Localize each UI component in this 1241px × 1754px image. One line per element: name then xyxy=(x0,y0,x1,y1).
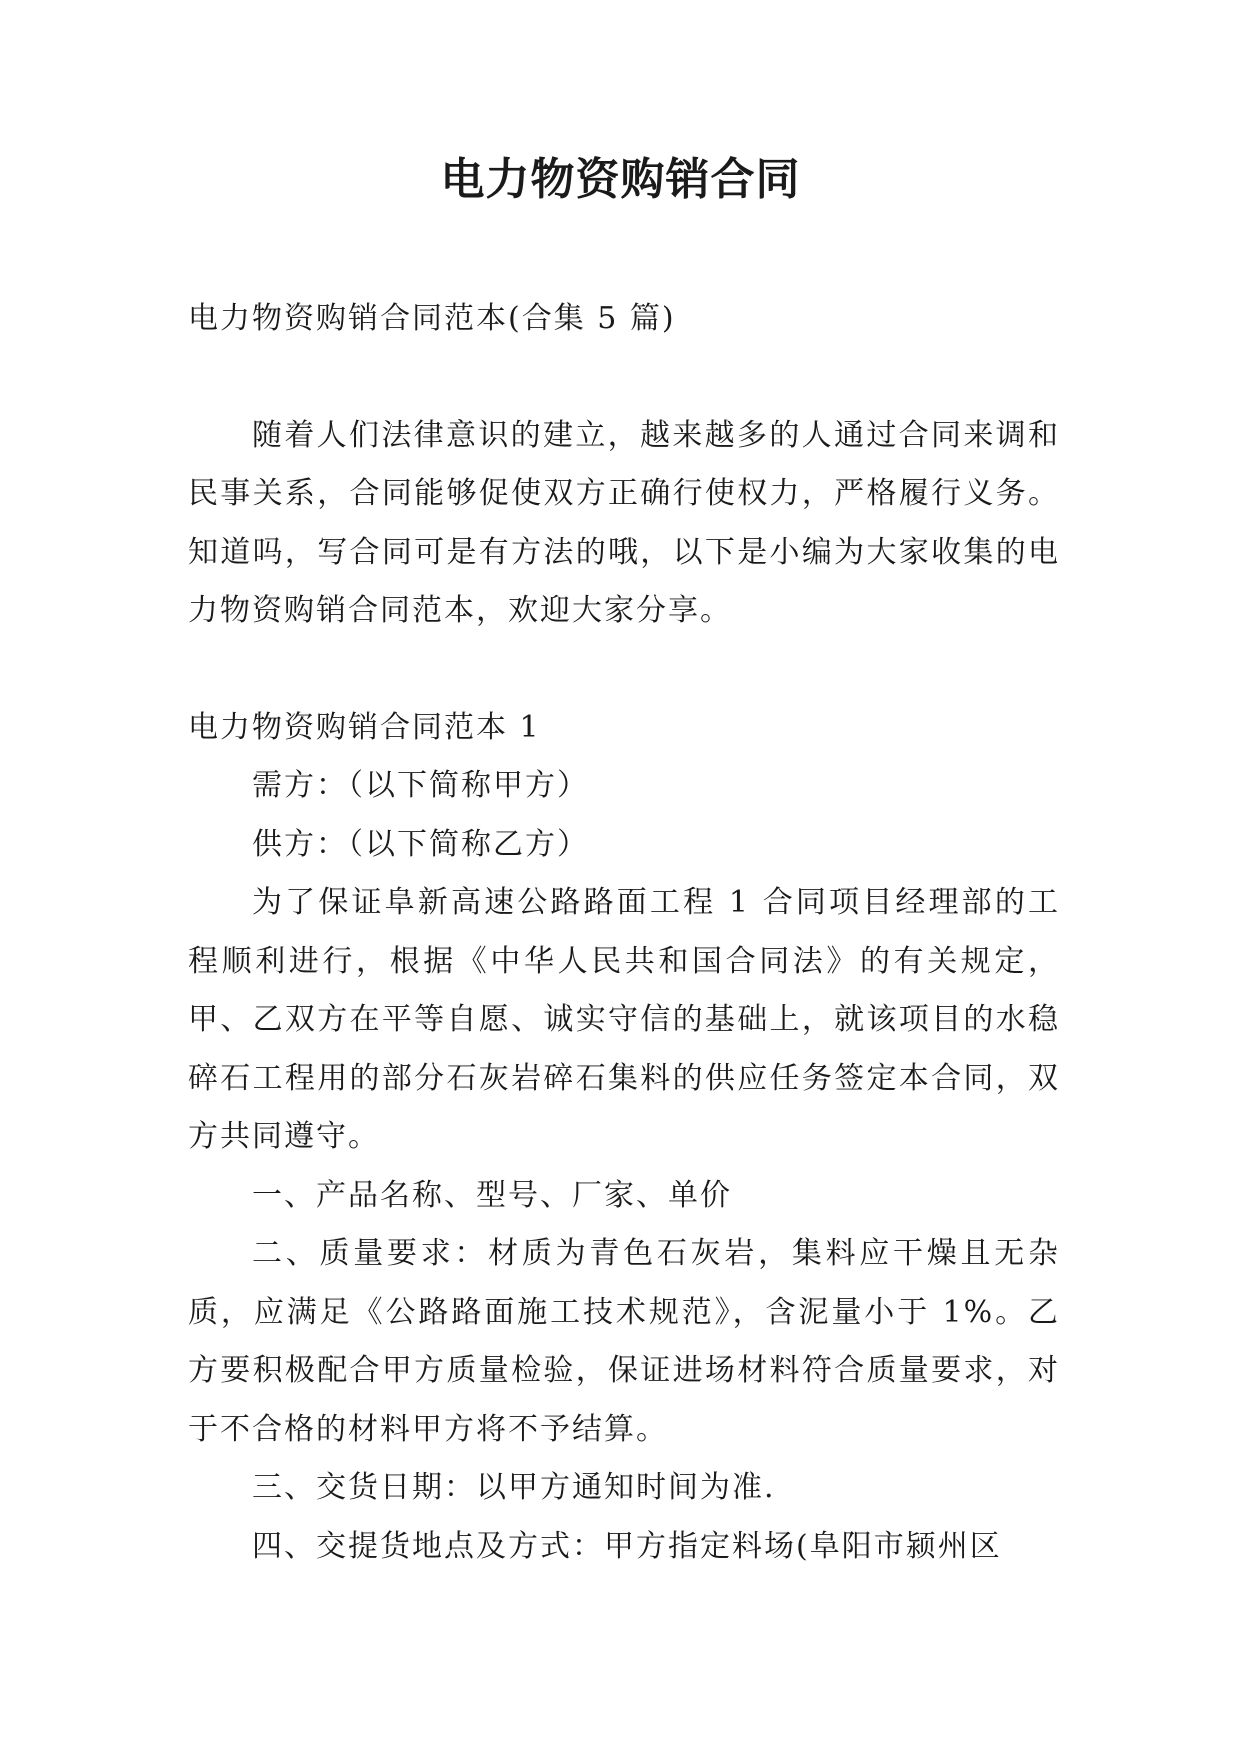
clause-4: 四、交提货地点及方式：甲方指定料场(阜阳市颍州区 xyxy=(252,1528,1002,1564)
document-title: 电力物资购销合同 xyxy=(440,154,801,205)
section-heading: 电力物资购销合同范本 1 xyxy=(188,709,541,745)
document-subtitle: 电力物资购销合同范本(合集 5 篇) xyxy=(188,301,676,336)
clause-3: 三、交货日期：以甲方通知时间为准. xyxy=(252,1470,776,1505)
spacer xyxy=(188,641,1060,699)
demander-line: 需方：（以下简称甲方） xyxy=(252,768,589,803)
spacer xyxy=(188,349,1060,407)
clause-2: 二、质量要求：材质为青色石灰岩，集料应干燥且无杂质，应满足《公路路面施工技术规范》，含泥量小于 1%。乙方要积极配合甲方质量检验，保证进场材料符合质量要求，对于不合格的材料甲方将不予结算。 xyxy=(188,1236,1060,1447)
clause-1: 一、产品名称、型号、厂家、单价 xyxy=(252,1177,732,1213)
intro-paragraph: 随着人们法律意识的建立，越来越多的人通过合同来调和民事关系，合同能够促使双方正确行使权力，严格履行义务。知道吗，写合同可是有方法的哦，以下是小编为大家收集的电力物资购销合同范本，欢迎大家分享。 xyxy=(188,417,1060,628)
document-body xyxy=(188,290,1060,1576)
purpose-paragraph: 为了保证阜新高速公路路面工程 1 合同项目经理部的工程顺利进行，根据《中华人民共和国合同法》的有关规定，甲、乙双方在平等自愿、诚实守信的基础上，就该项目的水稳碎石工程用的部分石灰岩碎石集料的供应任务签定本合同，双方共同遵守。 xyxy=(188,885,1060,1154)
supplier-line: 供方：（以下简称乙方） xyxy=(252,826,589,862)
